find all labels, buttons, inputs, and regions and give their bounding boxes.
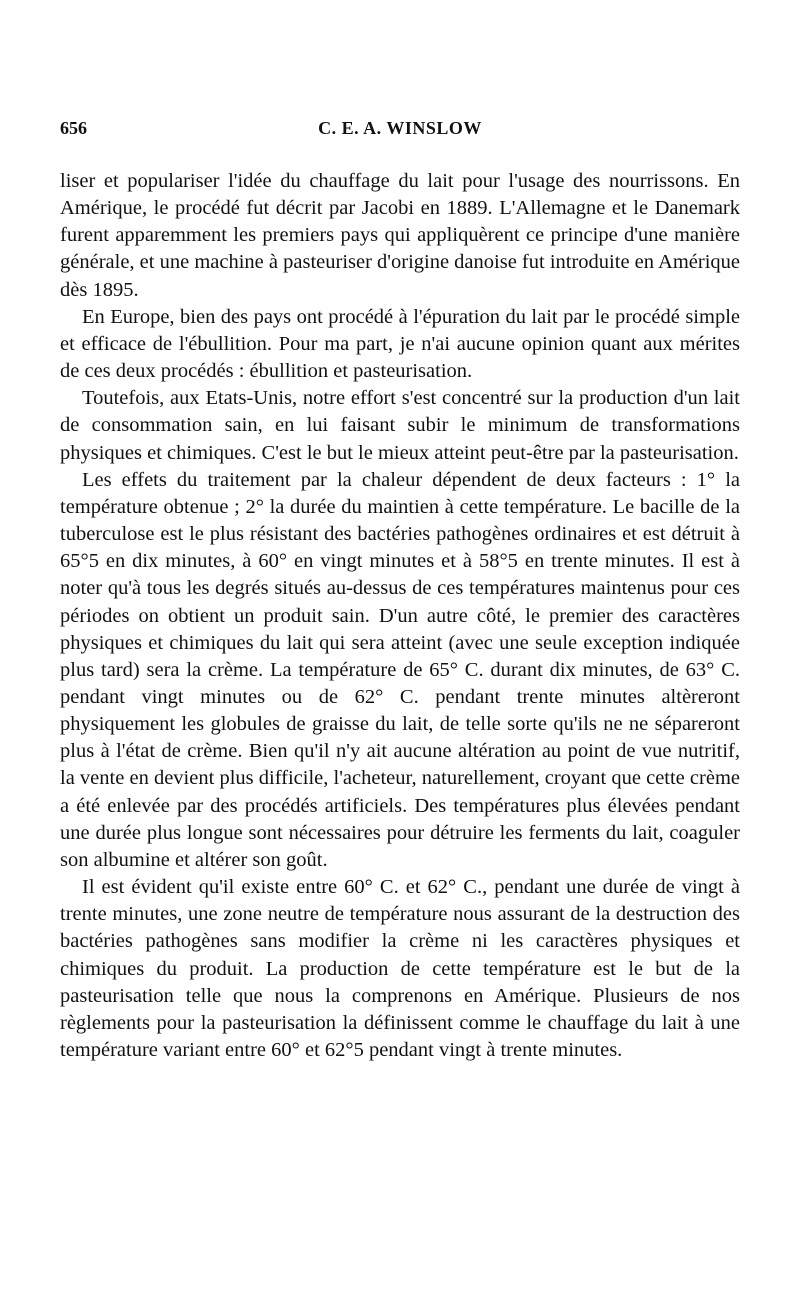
page-number: 656 [60,118,87,138]
paragraph-heat-effects: Les effets du traitement par la chaleur dépendent de deux facteurs : 1° la température obtenue ; 2° la durée du maintien à cette température. Le bacille de la tuberculose est le plus résistant des bactéries pathogènes ordinaires et est détruit à 65°5 en dix minutes, à 60° en vingt minutes et à 58°5 en trente minutes. Il est à noter qu'à tous les degrés situés au-dessus de ces températures maintenus pour ces périodes on obtient un produit sain. D'un autre côté, le premier des caractères physiques et chimiques du lait qui sera atteint (avec une seule exception indiquée plus tard) sera la crème. La température de 65° C. durant dix minutes, de 63° C. pendant vingt minutes ou de 62° C. pendant trente minutes altèreront physiquement les globules de graisse du lait, de telle sorte qu'ils ne ne sépareront plus à l'état de crème. Bien qu'il n'y ait aucune altération au point de vue nutritif, la vente en devient plus difficile, l'acheteur, naturellement, croyant que cette crème a été enlevée par des procédés artificiels. Des températures plus élevées pendant une durée plus longue sont nécessaires pour détruire les ferments du lait, coaguler son albumine et altérer son goût. [60,468,740,871]
body-text [60,168,740,1064]
running-head [60,118,740,148]
paragraph-neutral-zone: Il est évident qu'il existe entre 60° C. et 62° C., pendant une durée de vingt à trente minutes, une zone neutre de température nous assurant de la destruction des bactéries pathogènes sans modifier la crème ni les caractères physiques et chimiques du produit. La production de cette température est le but de la pasteurisation telle que nous la comprenons en Amérique. Plusieurs de nos règlements pour la pasteurisation la définissent comme le chauffage du lait à une température variant entre 60° et 62°5 pendant vingt à trente minutes. [60,876,740,1061]
paragraph-continuation: liser et populariser l'idée du chauffage du lait pour l'usage des nourrissons. En Amérique, le procédé fut décrit par Jacobi en 1889. L'Allemagne et le Danemark furent apparemment les premiers pays qui appliquèrent ce principe d'une manière générale, et une machine à pasteuriser d'origine danoise fut introduite en Amérique dès 1895. [60,170,740,301]
running-title: C. E. A. WINSLOW [318,118,482,138]
paragraph-europe-ebullition: En Europe, bien des pays ont procédé à l'épuration du lait par le procédé simple et efficace de l'ébullition. Pour ma part, je n'ai aucune opinion quant aux mérites de ces deux procédés : ébullition et pasteurisation. [60,305,740,383]
paragraph-etats-unis: Toutefois, aux Etats-Unis, notre effort s'est concentré sur la production d'un lait de consommation sain, en lui faisant subir le minimum de transformations physiques et chimiques. C'est le but le mieux atteint peut-être par la pasteurisation. [60,387,740,464]
book-page [60,118,740,1064]
